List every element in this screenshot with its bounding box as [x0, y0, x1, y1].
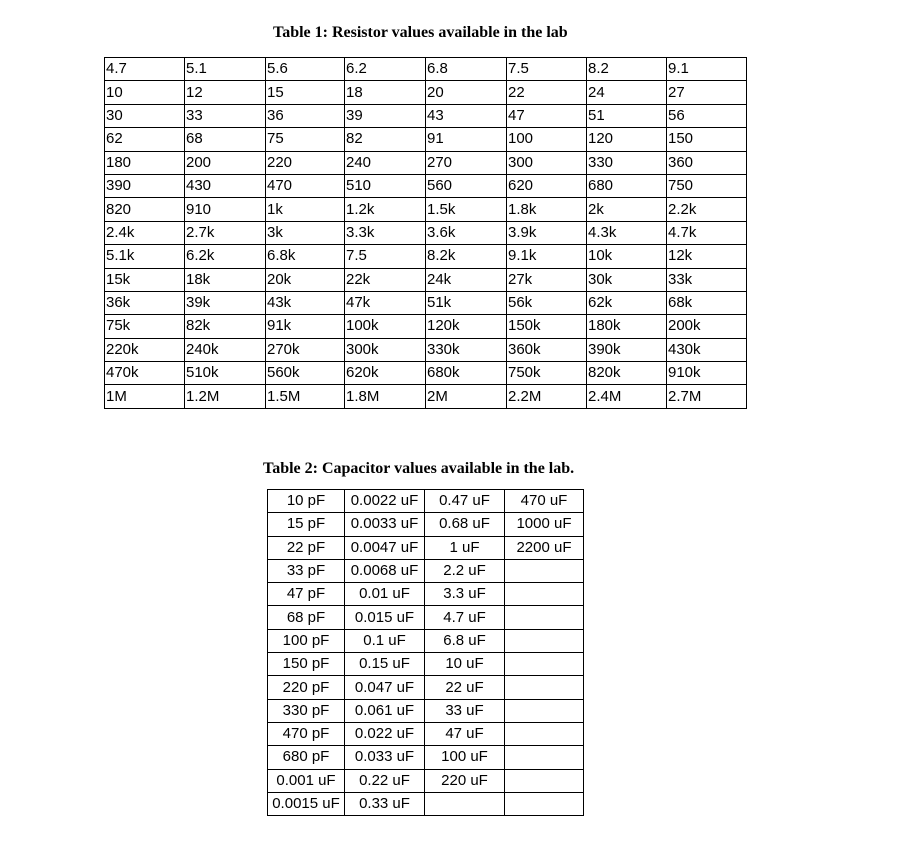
table-cell: [505, 606, 584, 629]
table-cell: 6.8k: [266, 245, 345, 268]
table-cell: 4.7k: [667, 221, 747, 244]
table-cell: 1.5M: [266, 385, 345, 408]
table-row: [105, 221, 747, 244]
table-cell: 150k: [507, 315, 587, 338]
table-cell: 150 pF: [268, 653, 345, 676]
table-cell: 62: [105, 128, 185, 151]
table-cell: 0.1 uF: [345, 629, 425, 652]
table-row: [268, 769, 584, 792]
table-cell: 5.1: [185, 58, 266, 81]
table-cell: 2k: [587, 198, 667, 221]
table-cell: 0.061 uF: [345, 699, 425, 722]
table-row: [105, 104, 747, 127]
table-cell: 22 pF: [268, 536, 345, 559]
table-cell: 51k: [426, 291, 507, 314]
table-row: [105, 338, 747, 361]
table-cell: 10k: [587, 245, 667, 268]
table-row: [268, 653, 584, 676]
table-row: [268, 513, 584, 536]
table-cell: 9.1k: [507, 245, 587, 268]
table-cell: 120: [587, 128, 667, 151]
table-cell: 24k: [426, 268, 507, 291]
table-cell: 91: [426, 128, 507, 151]
table-cell: 750: [667, 174, 747, 197]
table-cell: [505, 653, 584, 676]
table-cell: [425, 792, 505, 815]
table-row: [105, 315, 747, 338]
table-cell: 0.15 uF: [345, 653, 425, 676]
table-cell: 0.68 uF: [425, 513, 505, 536]
table-cell: 62k: [587, 291, 667, 314]
table-cell: 2.7M: [667, 385, 747, 408]
table-cell: 0.22 uF: [345, 769, 425, 792]
table-cell: 180k: [587, 315, 667, 338]
table-cell: 1.8M: [345, 385, 426, 408]
table-cell: 200: [185, 151, 266, 174]
table-cell: [505, 746, 584, 769]
table-cell: 220: [266, 151, 345, 174]
table-cell: [505, 629, 584, 652]
table-cell: 68k: [667, 291, 747, 314]
table-cell: 430: [185, 174, 266, 197]
table-cell: 0.47 uF: [425, 490, 505, 513]
table-cell: 100 pF: [268, 629, 345, 652]
table-cell: 330 pF: [268, 699, 345, 722]
table-cell: 1 uF: [425, 536, 505, 559]
table-cell: 20: [426, 81, 507, 104]
table-cell: 4.3k: [587, 221, 667, 244]
table-cell: 2M: [426, 385, 507, 408]
table-cell: 5.1k: [105, 245, 185, 268]
table-cell: 1.2k: [345, 198, 426, 221]
table-cell: 240: [345, 151, 426, 174]
table-cell: 300k: [345, 338, 426, 361]
table-row: [105, 245, 747, 268]
table-cell: 10: [105, 81, 185, 104]
table-cell: 360: [667, 151, 747, 174]
table-cell: 27: [667, 81, 747, 104]
table-cell: 7.5: [507, 58, 587, 81]
table-cell: 22 uF: [425, 676, 505, 699]
table-cell: 2200 uF: [505, 536, 584, 559]
table-cell: 18: [345, 81, 426, 104]
table-cell: 430k: [667, 338, 747, 361]
table-cell: 2.4k: [105, 221, 185, 244]
table-cell: 43k: [266, 291, 345, 314]
table-cell: 47k: [345, 291, 426, 314]
table-cell: 0.033 uF: [345, 746, 425, 769]
table-cell: 200k: [667, 315, 747, 338]
table-cell: 470: [266, 174, 345, 197]
table-cell: 56: [667, 104, 747, 127]
table-cell: 2.4M: [587, 385, 667, 408]
table-cell: 27k: [507, 268, 587, 291]
table-cell: 390k: [587, 338, 667, 361]
table-cell: 8.2k: [426, 245, 507, 268]
table-cell: 10 uF: [425, 653, 505, 676]
table-cell: 220k: [105, 338, 185, 361]
table-cell: 1M: [105, 385, 185, 408]
table-cell: 24: [587, 81, 667, 104]
table-cell: 6.2: [345, 58, 426, 81]
table-row: [105, 174, 747, 197]
table-cell: 620: [507, 174, 587, 197]
table-cell: 0.022 uF: [345, 722, 425, 745]
table-row: [268, 629, 584, 652]
table-cell: 2.7k: [185, 221, 266, 244]
table-cell: 0.33 uF: [345, 792, 425, 815]
table-cell: 300: [507, 151, 587, 174]
table-cell: 100 uF: [425, 746, 505, 769]
table-cell: 56k: [507, 291, 587, 314]
table-cell: 6.2k: [185, 245, 266, 268]
table-row: [105, 128, 747, 151]
table-cell: 82: [345, 128, 426, 151]
table-cell: 270k: [266, 338, 345, 361]
table-row: [105, 198, 747, 221]
table-cell: 8.2: [587, 58, 667, 81]
table-cell: 470 pF: [268, 722, 345, 745]
table-cell: 36k: [105, 291, 185, 314]
table-cell: 30k: [587, 268, 667, 291]
table-cell: [505, 722, 584, 745]
table-cell: 9.1: [667, 58, 747, 81]
table-cell: 15: [266, 81, 345, 104]
table-cell: 5.6: [266, 58, 345, 81]
table-cell: 12: [185, 81, 266, 104]
table-cell: 750k: [507, 362, 587, 385]
table-cell: 470k: [105, 362, 185, 385]
table-cell: 680k: [426, 362, 507, 385]
table-cell: 68: [185, 128, 266, 151]
table-cell: 120k: [426, 315, 507, 338]
table-cell: 10 pF: [268, 490, 345, 513]
table-row: [268, 559, 584, 582]
table-cell: 20k: [266, 268, 345, 291]
table-cell: 4.7 uF: [425, 606, 505, 629]
table-cell: 91k: [266, 315, 345, 338]
table-row: [105, 151, 747, 174]
table-cell: 82k: [185, 315, 266, 338]
table-cell: 510: [345, 174, 426, 197]
table-cell: 22k: [345, 268, 426, 291]
table-cell: 680 pF: [268, 746, 345, 769]
table-cell: 620k: [345, 362, 426, 385]
table-cell: 240k: [185, 338, 266, 361]
table-cell: [505, 792, 584, 815]
table-cell: 18k: [185, 268, 266, 291]
table-cell: 2.2 uF: [425, 559, 505, 582]
table-cell: 7.5: [345, 245, 426, 268]
table-cell: 15k: [105, 268, 185, 291]
table-cell: [505, 559, 584, 582]
table-cell: 270: [426, 151, 507, 174]
table-cell: 0.0047 uF: [345, 536, 425, 559]
table-cell: 3.3 uF: [425, 583, 505, 606]
table-cell: 330: [587, 151, 667, 174]
table-cell: 47 pF: [268, 583, 345, 606]
capacitor-table-caption: Table 2: Capacitor values available in the lab.: [263, 460, 575, 477]
table-cell: 39: [345, 104, 426, 127]
table-cell: 220 uF: [425, 769, 505, 792]
capacitor-table: [267, 489, 584, 816]
table-cell: 820k: [587, 362, 667, 385]
table-cell: 820: [105, 198, 185, 221]
table-cell: 47 uF: [425, 722, 505, 745]
table-cell: 1k: [266, 198, 345, 221]
table-cell: 4.7: [105, 58, 185, 81]
table-cell: 1.8k: [507, 198, 587, 221]
resistor-table: [104, 57, 747, 409]
table-cell: 560: [426, 174, 507, 197]
table-cell: [505, 583, 584, 606]
table-cell: 33: [185, 104, 266, 127]
table-row: [105, 362, 747, 385]
table-row: [268, 746, 584, 769]
table-cell: [505, 676, 584, 699]
table-cell: 68 pF: [268, 606, 345, 629]
table-cell: 36: [266, 104, 345, 127]
table-cell: 220 pF: [268, 676, 345, 699]
table-cell: 43: [426, 104, 507, 127]
table-cell: 910: [185, 198, 266, 221]
table-cell: 33 pF: [268, 559, 345, 582]
table-cell: 0.0033 uF: [345, 513, 425, 536]
table-cell: 22: [507, 81, 587, 104]
table-cell: 1.5k: [426, 198, 507, 221]
table-row: [268, 792, 584, 815]
table-cell: 0.015 uF: [345, 606, 425, 629]
table-cell: 39k: [185, 291, 266, 314]
table-cell: 3.6k: [426, 221, 507, 244]
table-cell: 6.8: [426, 58, 507, 81]
table-cell: 510k: [185, 362, 266, 385]
table-row: [105, 385, 747, 408]
table-cell: 15 pF: [268, 513, 345, 536]
table-row: [268, 676, 584, 699]
table-cell: 75: [266, 128, 345, 151]
table-row: [268, 490, 584, 513]
table-cell: 51: [587, 104, 667, 127]
table-cell: 180: [105, 151, 185, 174]
table-cell: 3.9k: [507, 221, 587, 244]
table-row: [268, 606, 584, 629]
table-cell: 680: [587, 174, 667, 197]
table-cell: 2.2k: [667, 198, 747, 221]
table-cell: 33 uF: [425, 699, 505, 722]
table-cell: 0.0068 uF: [345, 559, 425, 582]
table-cell: 30: [105, 104, 185, 127]
table-cell: [505, 769, 584, 792]
table-cell: 0.0022 uF: [345, 490, 425, 513]
table-cell: 0.047 uF: [345, 676, 425, 699]
table-cell: 100k: [345, 315, 426, 338]
table-cell: 1.2M: [185, 385, 266, 408]
table-cell: 3k: [266, 221, 345, 244]
table-cell: 330k: [426, 338, 507, 361]
table-cell: 470 uF: [505, 490, 584, 513]
table-row: [268, 583, 584, 606]
table-row: [268, 699, 584, 722]
table-cell: 12k: [667, 245, 747, 268]
table-cell: 6.8 uF: [425, 629, 505, 652]
resistor-table-caption: Table 1: Resistor values available in the lab: [273, 24, 568, 41]
table-cell: 0.001 uF: [268, 769, 345, 792]
table-cell: 75k: [105, 315, 185, 338]
table-cell: 100: [507, 128, 587, 151]
table-row: [105, 58, 747, 81]
table-cell: 0.01 uF: [345, 583, 425, 606]
table-row: [105, 268, 747, 291]
table-cell: 390: [105, 174, 185, 197]
table-cell: 560k: [266, 362, 345, 385]
table-row: [268, 722, 584, 745]
table-row: [105, 81, 747, 104]
table-row: [268, 536, 584, 559]
table-cell: 910k: [667, 362, 747, 385]
table-row: [105, 291, 747, 314]
table-cell: 2.2M: [507, 385, 587, 408]
table-cell: 0.0015 uF: [268, 792, 345, 815]
table-cell: 150: [667, 128, 747, 151]
table-cell: 360k: [507, 338, 587, 361]
table-cell: [505, 699, 584, 722]
table-cell: 47: [507, 104, 587, 127]
table-cell: 3.3k: [345, 221, 426, 244]
table-cell: 33k: [667, 268, 747, 291]
table-cell: 1000 uF: [505, 513, 584, 536]
